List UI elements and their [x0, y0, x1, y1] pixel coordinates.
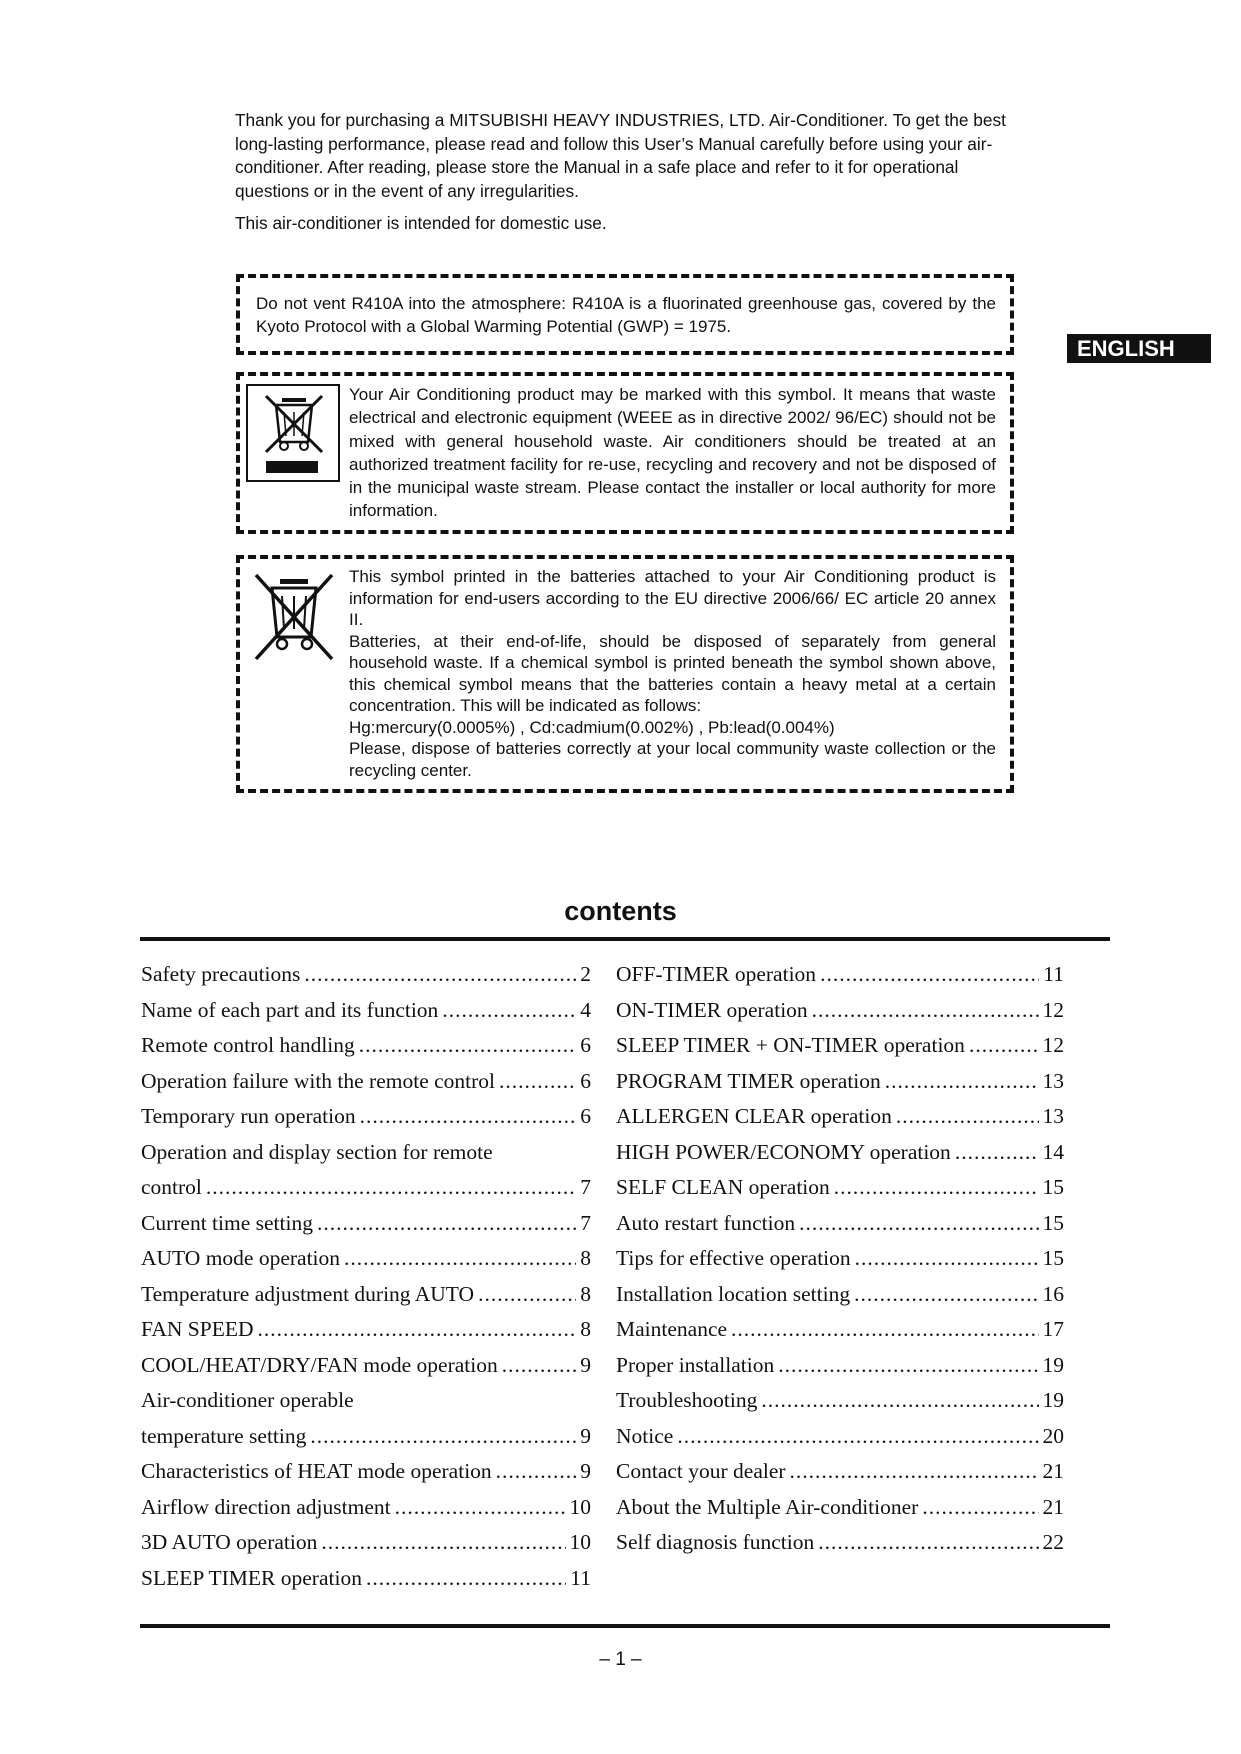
toc-entry-page: 9	[580, 1459, 591, 1483]
toc-entry	[141, 1104, 591, 1140]
toc-entry	[141, 1246, 591, 1282]
toc-entry-page: 15	[1042, 1210, 1064, 1235]
toc-entry	[616, 1175, 1064, 1211]
toc-entry	[141, 1566, 591, 1602]
toc-entry-page: 16	[1042, 1281, 1064, 1306]
toc-entry	[616, 1495, 1064, 1531]
toc-entry	[141, 1353, 591, 1389]
toc-dot-leader	[761, 1388, 1038, 1413]
toc-entry	[616, 1424, 1064, 1460]
toc-dot-leader	[818, 1530, 1038, 1555]
toc-entry	[141, 1140, 591, 1176]
toc-entry	[141, 1282, 591, 1318]
toc-entry	[616, 962, 1064, 998]
toc-entry-page: 13	[1042, 1104, 1064, 1128]
toc-entry	[616, 1317, 1064, 1353]
toc-entry	[141, 1033, 591, 1069]
toc-dot-leader	[969, 1033, 1039, 1058]
toc-entry-title: Safety precautions	[141, 962, 301, 986]
toc-entry-title: Contact your dealer	[616, 1459, 786, 1483]
toc-dot-leader	[317, 1211, 576, 1236]
toc-entry-page: 9	[580, 1352, 591, 1377]
toc-dot-leader	[321, 1530, 565, 1555]
toc-entry-title: Operation failure with the remote control	[141, 1068, 496, 1093]
toc-dot-leader	[258, 1317, 577, 1342]
toc-entry-page: 20	[1042, 1423, 1064, 1448]
toc-entry	[141, 1530, 591, 1566]
toc-entry	[141, 1211, 591, 1247]
toc-dot-leader	[820, 962, 1039, 987]
toc-dot-leader	[206, 1175, 576, 1200]
toc-entry-title: 3D AUTO operation	[141, 1530, 318, 1554]
toc-entry-title: Troubleshooting	[616, 1388, 758, 1412]
toc-entry	[616, 1069, 1064, 1105]
contents-title: contents	[564, 896, 677, 926]
toc-entry-page: 21	[1042, 1459, 1064, 1483]
toc-entry-title: Tips for effective operation	[616, 1246, 851, 1270]
toc-dot-leader	[731, 1317, 1038, 1342]
toc-dot-leader	[778, 1353, 1038, 1378]
toc-entry-title: PROGRAM TIMER operation	[616, 1068, 881, 1093]
toc-entry-page: 11	[570, 1565, 591, 1590]
toc-dot-leader	[896, 1104, 1039, 1129]
toc-dot-leader	[499, 1069, 576, 1094]
toc-dot-leader	[854, 1282, 1038, 1307]
toc-entry-page: 19	[1042, 1352, 1064, 1377]
toc-entry	[616, 1459, 1064, 1495]
toc-entry-page: 17	[1042, 1317, 1064, 1341]
toc-entry	[616, 1530, 1064, 1566]
toc-entry-page: 6	[580, 1033, 591, 1057]
toc-entry-title: COOL/HEAT/DRY/FAN mode operation	[141, 1352, 498, 1377]
page-number: – 1 –	[599, 1649, 642, 1670]
toc-entry-page: 9	[580, 1423, 591, 1448]
battery-notice-3: Hg:mercury(0.0005%) , Cd:cadmium(0.002%) , Pb:lead(0.004%)	[349, 717, 835, 737]
toc-dot-leader	[310, 1424, 576, 1449]
weee-symbol-frame	[246, 384, 340, 482]
language-tab: ENGLISH	[1067, 334, 1211, 363]
toc-entry-title: SLEEP TIMER operation	[141, 1565, 362, 1590]
toc-entry-page: 6	[580, 1068, 591, 1093]
toc-entry-page: 15	[1042, 1246, 1064, 1270]
intro-paragraph: Thank you for purchasing a MITSUBISHI HEAVY INDUSTRIES, LTD. Air-Conditioner. To get the best long-lasting performance, please read and follow this User’s Manual carefully before using your air-conditioner. After reading, please store the Manual in a safe place and refer to it for operational questions or in the event of any irregularities.	[235, 110, 1006, 201]
toc-entry-title: Temporary run operation	[141, 1104, 356, 1128]
toc-dot-leader	[442, 998, 576, 1023]
toc-dot-leader	[344, 1246, 576, 1271]
toc-entry	[141, 1388, 591, 1424]
toc-dot-leader	[834, 1175, 1039, 1200]
toc-entry-page: 4	[580, 997, 591, 1022]
toc-entry	[616, 1388, 1064, 1424]
toc-entry-page: 22	[1042, 1530, 1064, 1554]
toc-dot-leader	[955, 1140, 1039, 1165]
refrigerant-notice: Do not vent R410A into the atmosphere: R410A is a fluorinated greenhouse gas, covered by the Kyoto Protocol with a Global Warming Potential (GWP) = 1975.	[256, 294, 996, 336]
toc-entry-title: OFF-TIMER operation	[616, 962, 817, 986]
toc-entry-title: Airflow direction adjustment	[141, 1494, 391, 1519]
toc-dot-leader	[799, 1211, 1038, 1236]
toc-entry	[616, 1353, 1064, 1389]
toc-entry-title: ON-TIMER operation	[616, 997, 808, 1022]
toc-entry-page: 13	[1042, 1068, 1064, 1093]
toc-dot-leader	[885, 1069, 1039, 1094]
toc-left-column	[141, 962, 591, 1601]
toc-entry	[141, 1175, 591, 1211]
toc-entry	[141, 1424, 591, 1460]
domestic-use-note: This air-conditioner is intended for domestic use.	[235, 213, 607, 233]
toc-dot-leader	[478, 1282, 576, 1307]
toc-entry	[141, 998, 591, 1034]
toc-dot-leader	[812, 998, 1039, 1023]
toc-entry-title: temperature setting	[141, 1423, 307, 1448]
toc-entry-title: Notice	[616, 1423, 674, 1448]
toc-entry-page: 8	[580, 1281, 591, 1306]
toc-entry-title: Maintenance	[616, 1317, 728, 1341]
toc-entry	[616, 998, 1064, 1034]
toc-entry-title: About the Multiple Air-conditioner	[616, 1494, 919, 1519]
toc-entry-page: 10	[569, 1494, 591, 1519]
toc-entry-title: Air-conditioner operable	[141, 1388, 354, 1412]
crossed-out-bin-icon	[252, 571, 336, 667]
toc-entry-title: Temperature adjustment during AUTO	[141, 1281, 475, 1306]
battery-notice-4: Please, dispose of batteries correctly at your local community waste collection or the recycling center.	[349, 739, 996, 780]
toc-dot-leader	[366, 1566, 566, 1591]
weee-marking-bar	[266, 461, 318, 473]
toc-entry-page: 8	[580, 1317, 591, 1341]
toc-entry-title: FAN SPEED	[141, 1317, 254, 1341]
toc-entry-title: control	[141, 1175, 202, 1199]
refrigerant-notice-box	[236, 274, 1014, 355]
toc-entry-title: Auto restart function	[616, 1210, 796, 1235]
toc-entry	[616, 1033, 1064, 1069]
toc-dot-leader	[360, 1104, 577, 1129]
weee-notice-box	[236, 372, 1014, 534]
toc-entry-title: Operation and display section for remote	[141, 1139, 493, 1164]
toc-dot-leader	[304, 962, 576, 987]
toc-entry	[616, 1211, 1064, 1247]
toc-right-column	[616, 962, 1064, 1566]
contents-bottom-rule	[140, 1624, 1110, 1628]
crossed-out-wheelie-bin-icon	[262, 394, 326, 454]
toc-dot-leader	[496, 1459, 577, 1484]
toc-dot-leader	[922, 1495, 1038, 1520]
battery-notice-1: This symbol printed in the batteries attached to your Air Conditioning product is information for end-users according to the EU directive 2006/66/ EC article 20 annex II.	[349, 567, 996, 629]
toc-entry-title: Current time setting	[141, 1210, 313, 1235]
toc-entry	[616, 1104, 1064, 1140]
toc-entry	[141, 1069, 591, 1105]
toc-entry-page: 12	[1042, 1033, 1064, 1057]
toc-entry-page: 10	[569, 1530, 591, 1554]
toc-entry	[141, 1459, 591, 1495]
toc-entry	[141, 1495, 591, 1531]
toc-entry-page: 14	[1042, 1139, 1064, 1164]
battery-notice-box	[236, 555, 1014, 793]
toc-entry-page: 6	[580, 1104, 591, 1128]
toc-entry-title: Characteristics of HEAT mode operation	[141, 1459, 492, 1483]
toc-entry-title: HIGH POWER/ECONOMY operation	[616, 1139, 951, 1164]
toc-dot-leader	[790, 1459, 1039, 1484]
toc-entry	[616, 1246, 1064, 1282]
toc-entry-page: 11	[1043, 962, 1064, 986]
weee-notice: Your Air Conditioning product may be marked with this symbol. It means that waste electrical and electronic equipment (WEEE as in directive 2002/ 96/EC) should not be mixed with general household waste. Air conditioners should be treated at an authorized treatment facility for re-use, recycling and recovery and not be disposed of in the municipal waste stream. Please contact the installer or local authority for more information.	[349, 385, 996, 521]
toc-entry-title: Proper installation	[616, 1352, 775, 1377]
toc-entry	[616, 1140, 1064, 1176]
toc-entry	[616, 1282, 1064, 1318]
toc-entry-title: SELF CLEAN operation	[616, 1175, 830, 1199]
toc-entry-page: 19	[1042, 1388, 1064, 1412]
toc-dot-leader	[502, 1353, 577, 1378]
toc-entry-title: Remote control handling	[141, 1033, 355, 1057]
toc-entry	[141, 1317, 591, 1353]
toc-entry-page: 7	[580, 1175, 591, 1199]
toc-entry-page: 8	[580, 1246, 591, 1270]
toc-entry-title: SLEEP TIMER + ON-TIMER operation	[616, 1033, 965, 1057]
toc-entry-page: 21	[1042, 1494, 1064, 1519]
toc-entry-title: Name of each part and its function	[141, 997, 439, 1022]
toc-entry	[141, 962, 591, 998]
intro-section	[235, 109, 1013, 236]
toc-dot-leader	[855, 1246, 1039, 1271]
toc-entry-title: ALLERGEN CLEAR operation	[616, 1104, 892, 1128]
toc-entry-page: 2	[580, 962, 591, 986]
contents-top-rule	[140, 937, 1110, 941]
toc-entry-title: Self diagnosis function	[616, 1530, 815, 1554]
toc-dot-leader	[395, 1495, 566, 1520]
toc-entry-title: AUTO mode operation	[141, 1246, 341, 1270]
toc-entry-page: 15	[1042, 1175, 1064, 1199]
battery-notice-2: Batteries, at their end-of-life, should be disposed of separately from general household waste. If a chemical symbol is printed beneath the symbol shown above, this chemical symbol means that the batteries contain a heavy metal at a certain concentration. This will be indicated as follows:	[349, 631, 996, 715]
toc-entry-title: Installation location setting	[616, 1281, 851, 1306]
toc-entry-page: 7	[580, 1210, 591, 1235]
toc-dot-leader	[677, 1424, 1038, 1449]
toc-entry-page: 12	[1042, 997, 1064, 1022]
toc-dot-leader	[359, 1033, 576, 1058]
